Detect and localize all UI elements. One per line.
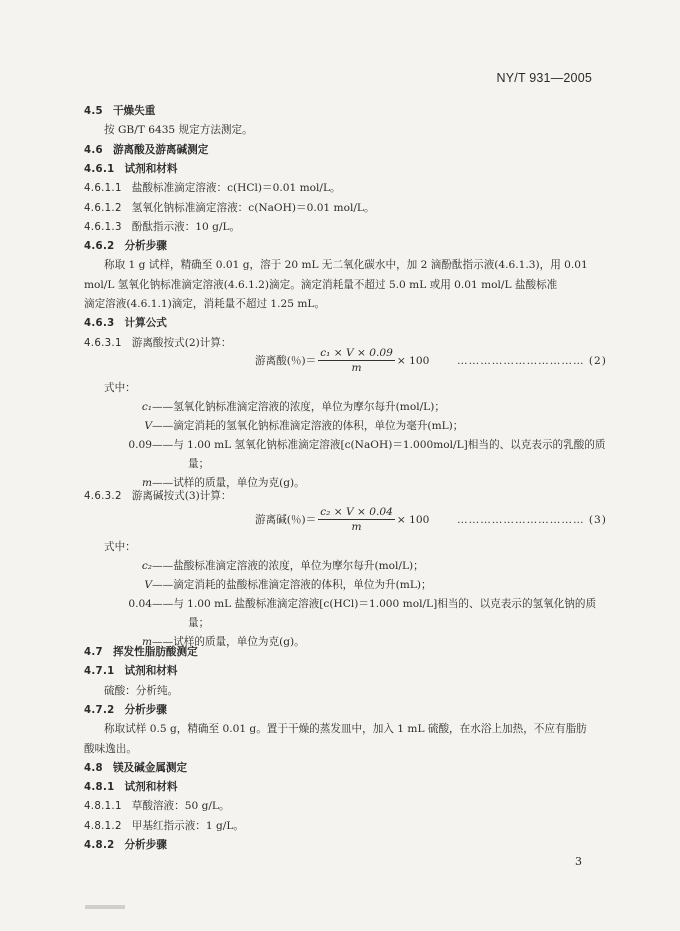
section-number: 4.8.1.2 <box>84 820 122 832</box>
section-number: 4.6.1.3 <box>84 221 122 233</box>
body-text: 按 GB/T 6435 规定方法测定。 <box>104 124 253 137</box>
section-number: 4.6.3.1 <box>84 337 122 349</box>
where-2-item: 0.04——与 1.00 mL 盐酸标准滴定溶液[c(HCl)＝1.000 mol/L]相当的、以克表示的氢氧化钠的质 <box>128 598 597 610</box>
section-number: 4.7.2 <box>84 704 115 716</box>
body-text: 甲基红指示液：1 g/L。 <box>131 819 244 832</box>
doc-line <box>84 220 240 235</box>
body-text: 盐酸标准滴定溶液：c(HCl)＝0.01 mol/L。 <box>131 182 341 195</box>
where-1-item: 0.09——与 1.00 mL 氢氧化钠标准滴定溶液[c(NaOH)＝1.000mol/L]相当的、以克表示的乳酸的质 <box>128 439 606 451</box>
section-number: 4.6.1.2 <box>84 202 122 214</box>
section-heading: 镁及碱金属测定 <box>112 761 188 774</box>
where-label: 式中： <box>104 382 136 394</box>
section-number: 4.6 <box>84 144 103 156</box>
doc-line <box>84 336 232 351</box>
where-2-item: V——滴定消耗的盐酸标准滴定溶液的体积，单位为升(mL)； <box>144 579 432 591</box>
section-number: 4.8.1.1 <box>84 801 122 813</box>
section-heading: 挥发性脂肪酸测定 <box>112 646 198 658</box>
section-heading: 试剂和材料 <box>124 781 178 794</box>
doc-line <box>104 123 253 137</box>
section-number: 4.6.3 <box>84 318 115 330</box>
doc-line <box>84 819 244 834</box>
doc-line <box>84 838 167 853</box>
body-text: 称取 1 g 试样，精确至 0.01 g，溶于 20 mL 无二氧化碳水中，加 2 滴酚酞指示液(4.6.1.3)，用 0.01 <box>104 259 588 272</box>
section-heading: 试剂和材料 <box>124 665 178 678</box>
doc-line <box>84 181 341 196</box>
doc-line <box>84 703 167 718</box>
equation-number: …………………………… (2) <box>457 355 607 367</box>
section-heading: 分析步骤 <box>124 240 167 253</box>
doc-line <box>84 664 177 679</box>
doc-line <box>84 761 187 776</box>
body-text: 游离碱按式(3)计算： <box>131 490 232 502</box>
section-heading: 试剂和材料 <box>124 162 178 175</box>
section-number: 4.6.1 <box>84 163 115 175</box>
section-number: 4.8.2 <box>84 840 115 851</box>
doc-line <box>84 799 230 814</box>
doc-line <box>84 489 232 504</box>
doc-line <box>84 742 137 756</box>
body-text: 游离酸按式(2)计算： <box>131 336 232 349</box>
body-text: 草酸溶液：50 g/L。 <box>131 800 230 813</box>
doc-line <box>84 297 325 311</box>
section-heading: 计算公式 <box>124 317 167 330</box>
equation-number: …………………………… (3) <box>457 514 607 526</box>
body-text: 氢氧化钠标准滴定溶液：c(NaOH)＝0.01 mol/L。 <box>131 201 375 214</box>
section-number: 4.6.2 <box>84 241 115 253</box>
formula-2: 游离酸(％)＝ $\frac{\text{c₁ × V × 0.09}}{m}$ × 100 <box>255 347 430 374</box>
section-number: 4.8.1 <box>84 782 115 794</box>
where-1-item: c₁——氢氧化钠标准滴定溶液的浓度，单位为摩尔每升(mol/L)； <box>141 401 445 413</box>
section-number: 4.7.1 <box>84 666 115 678</box>
section-heading: 游离酸及游离碱测定 <box>112 143 209 156</box>
where-1-item: V——滴定消耗的氢氧化钠标准滴定溶液的体积，单位为毫升(mL)； <box>144 420 464 432</box>
scan-smudge <box>85 905 125 909</box>
section-number: 4.6.1.1 <box>84 183 122 195</box>
doc-line <box>84 143 208 158</box>
doc-line <box>104 258 588 272</box>
section-number: 4.7 <box>84 647 103 658</box>
doc-line <box>84 239 167 254</box>
doc-line <box>84 278 557 292</box>
body-text: mol/L 氢氧化钠标准滴定溶液(4.6.1.2)滴定。滴定消耗量不超过 5.0 mL 或用 0.01 mol/L 盐酸标准 <box>84 278 558 291</box>
where-2-item: c₂——盐酸标准滴定溶液的浓度，单位为摩尔每升(mol/L)； <box>141 560 424 572</box>
where-label: 式中： <box>104 541 136 553</box>
where-2-item: m——试样的质量，单位为克(g)。 <box>141 636 305 648</box>
section-number: 4.6.3.2 <box>84 491 122 502</box>
formula-3: 游离碱(％)＝ $\frac{\text{c₂ × V × 0.04}}{m}$ × 100 <box>255 506 430 533</box>
body-text: 称取试样 0.5 g，精确至 0.01 g。置于干燥的蒸发皿中，加入 1 mL 硫酸，在水浴上加热，不应有脂肪 <box>104 723 587 736</box>
doc-line <box>84 780 177 795</box>
doc-line <box>84 104 155 119</box>
section-number: 4.5 <box>84 106 103 117</box>
section-number: 4.8 <box>84 762 103 774</box>
doc-line <box>104 684 178 698</box>
body-text: 酚酞指示液：10 g/L。 <box>131 220 241 233</box>
doc-line <box>84 201 375 216</box>
body-text: 酸味逸出。 <box>84 742 137 755</box>
body-text: 硫酸：分析纯。 <box>104 684 179 697</box>
where-1-item: m——试样的质量，单位为克(g)。 <box>141 477 305 489</box>
section-heading: 干燥失重 <box>112 105 156 117</box>
doc-line <box>84 316 167 331</box>
section-heading: 分析步骤 <box>124 703 167 716</box>
body-text: 滴定溶液(4.6.1.1)滴定，消耗量不超过 1.25 mL。 <box>84 298 326 310</box>
document-code: NY/T 931—2005 <box>496 71 592 85</box>
doc-line <box>84 162 177 177</box>
doc-line <box>104 722 587 736</box>
doc-line <box>84 645 198 660</box>
page-number: 3 <box>575 855 582 868</box>
section-heading: 分析步骤 <box>124 839 167 851</box>
where-2-item: 量； <box>188 617 210 629</box>
where-1-item: 量； <box>188 458 210 470</box>
